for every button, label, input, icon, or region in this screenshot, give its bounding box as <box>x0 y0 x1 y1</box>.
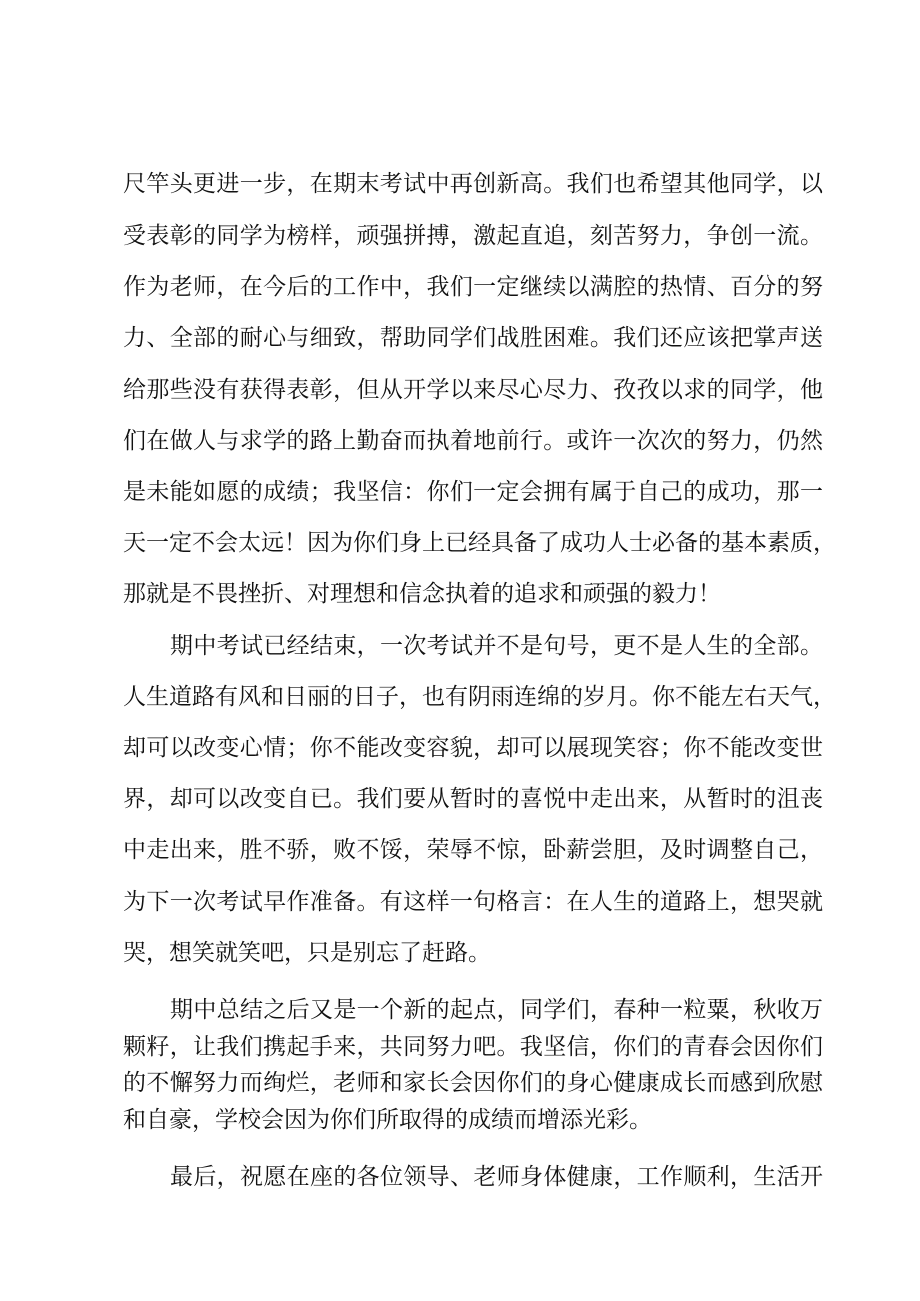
paragraph-1-line-7: 是未能如愿的成绩；我坚信：你们一定会拥有属于自己的成功，那一 <box>123 479 823 505</box>
paragraph-2-line-5: 中走出来，胜不骄，败不馁，荣辱不惊，卧薪尝胆，及时调整自己， <box>123 837 823 863</box>
paragraph-1-line-6: 们在做人与求学的路上勤奋而执着地前行。或许一次次的努力，仍然 <box>123 428 823 454</box>
paragraph-3-line-4: 和自豪，学校会因为你们所取得的成绩而增添光彩。 <box>123 1107 652 1133</box>
paragraph-1-line-5: 给那些没有获得表彰，但从开学以来尽心尽力、孜孜以求的同学，他 <box>123 377 823 403</box>
paragraph-3-line-2: 颗籽，让我们携起手来，共同努力吧。我坚信，你们的青春会因你们 <box>123 1034 823 1060</box>
paragraph-2-line-1: 期中考试已经结束，一次考试并不是句号，更不是人生的全部。 <box>170 633 823 659</box>
paragraph-1-line-3: 作为老师，在今后的工作中，我们一定继续以满腔的热情、百分的努 <box>123 274 823 300</box>
paragraph-2-line-3: 却可以改变心情；你不能改变容貌，却可以展现笑容；你不能改变世 <box>123 735 823 761</box>
paragraph-4-line-1: 最后，祝愿在座的各位领导、老师身体健康，工作顺利，生活开 <box>170 1164 823 1190</box>
paragraph-2-line-6: 为下一次考试早作准备。有这样一句格言：在人生的道路上，想哭就 <box>123 889 823 915</box>
paragraph-2-line-7: 哭，想笑就笑吧，只是别忘了赶路。 <box>123 940 491 966</box>
paragraph-2-line-4: 界，却可以改变自已。我们要从暂时的喜悦中走出来，从暂时的沮丧 <box>123 786 823 812</box>
paragraph-3-line-3: 的不懈努力而绚烂，老师和家长会因你们的身心健康成长而感到欣慰 <box>123 1070 823 1096</box>
paragraph-3-line-1: 期中总结之后又是一个新的起点，同学们，春种一粒粟，秋收万 <box>170 997 823 1023</box>
paragraph-1-line-1: 尺竿头更进一步，在期末考试中再创新高。我们也希望其他同学，以 <box>123 171 823 197</box>
paragraph-2-line-2: 人生道路有风和日丽的日子，也有阴雨连绵的岁月。你不能左右天气， <box>123 684 836 710</box>
paragraph-1-line-8: 天一定不会太远！因为你们身上已经具备了成功人士必备的基本素质， <box>123 530 836 556</box>
paragraph-1-line-2: 受表彰的同学为榜样，顽强拼搏，激起直追，刻苦努力，争创一流。 <box>123 223 823 249</box>
paragraph-1-line-4: 力、全部的耐心与细致，帮助同学们战胜困难。我们还应该把掌声送 <box>123 325 823 351</box>
paragraph-1-line-9: 那就是不畏挫折、对理想和信念执着的追求和顽强的毅力！ <box>123 581 721 607</box>
